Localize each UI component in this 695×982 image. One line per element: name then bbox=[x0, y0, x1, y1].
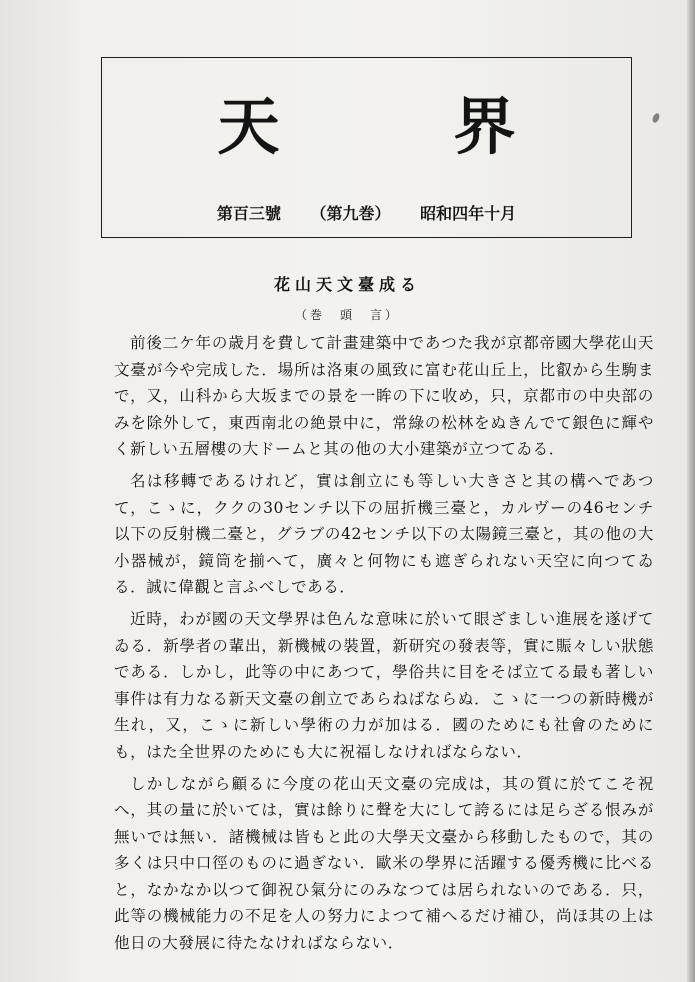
issue-date: 昭和四年十月 bbox=[420, 204, 517, 223]
masthead-box bbox=[101, 57, 632, 238]
paragraph: 前後二ケ年の歳月を費して計畫建築中であつた我が京都帝國大學花山天文臺が今や完成した．場所は洛東の風致に富む花山丘上，比叡から生駒まで，又，山科から大坂までの景を一眸の下に收め，只，京都市の中央部のみを除外して，東西南北の絶景中に，常綠の松林をぬきんでて銀色に輝やく新しい五層樓の大ドームと其の他の大小建築が立つてゐる． bbox=[114, 334, 654, 459]
magazine-title: 天 界 bbox=[217, 90, 572, 163]
volume-number: （第九巻） bbox=[310, 204, 391, 223]
ink-smudge bbox=[651, 112, 661, 124]
article-subtitle: （巻 頭 言） bbox=[294, 308, 400, 322]
issue-info bbox=[102, 201, 631, 224]
paragraph: しかしながら顧るに今度の花山天文臺の完成は，其の質に於てこそ祝へ，其の量に於いては，實は餘りに聲を大にして誇るには足らざる恨みが無いでは無い．諸機械は皆もと此の大學天文臺から移動したもので，其の多くは只中口徑のものに過ぎない．歐米の學界に活躍する優秀機に比べると，なかなか以つて御祝ひ氣分にのみなつては居られないのである．只，此等の機械能力の不足を人の努力によつて補へるだけ補ひ，尚ほ其の上は他日の大發展に待たなければならない． bbox=[114, 774, 654, 953]
article-body bbox=[114, 330, 654, 962]
paragraph: 名は移轉であるけれど，實は創立にも等しい大きさと其の構へであつて，こゝに，ククの30センチ以下の屈折機三臺と，カルヴーの46センチ以下の反射機二臺と，グラブの42センチ以下の太陽鏡三臺と，其の他の大小器械が，鏡筒を揃へて，廣々と何物にも遮ぎられない天空に向つてゐる．誠に偉觀と言ふべしである． bbox=[114, 471, 654, 597]
issue-number: 第百三號 bbox=[216, 204, 281, 223]
article-title: 花山天文臺成る bbox=[273, 275, 421, 294]
page-edge-shadow bbox=[687, 0, 695, 982]
paragraph: 近時，わが國の天文學界は色んな意味に於いて眼ざましい進展を遂げてゐる．新學者の輩出，新機械の裝置，新研究の發表等，實に賑々しい狀態である．しかし，此等の中にあつて，學俗共に目をそば立てる最も著しい事件は有力なる新天文臺の創立であらねばならぬ．こゝに一つの新時機が生れ，又，こゝに新しい學術の力が加はる．國のためにも社會のためにも，はた全世界のためにも大に祝福しなければならない． bbox=[114, 609, 654, 761]
